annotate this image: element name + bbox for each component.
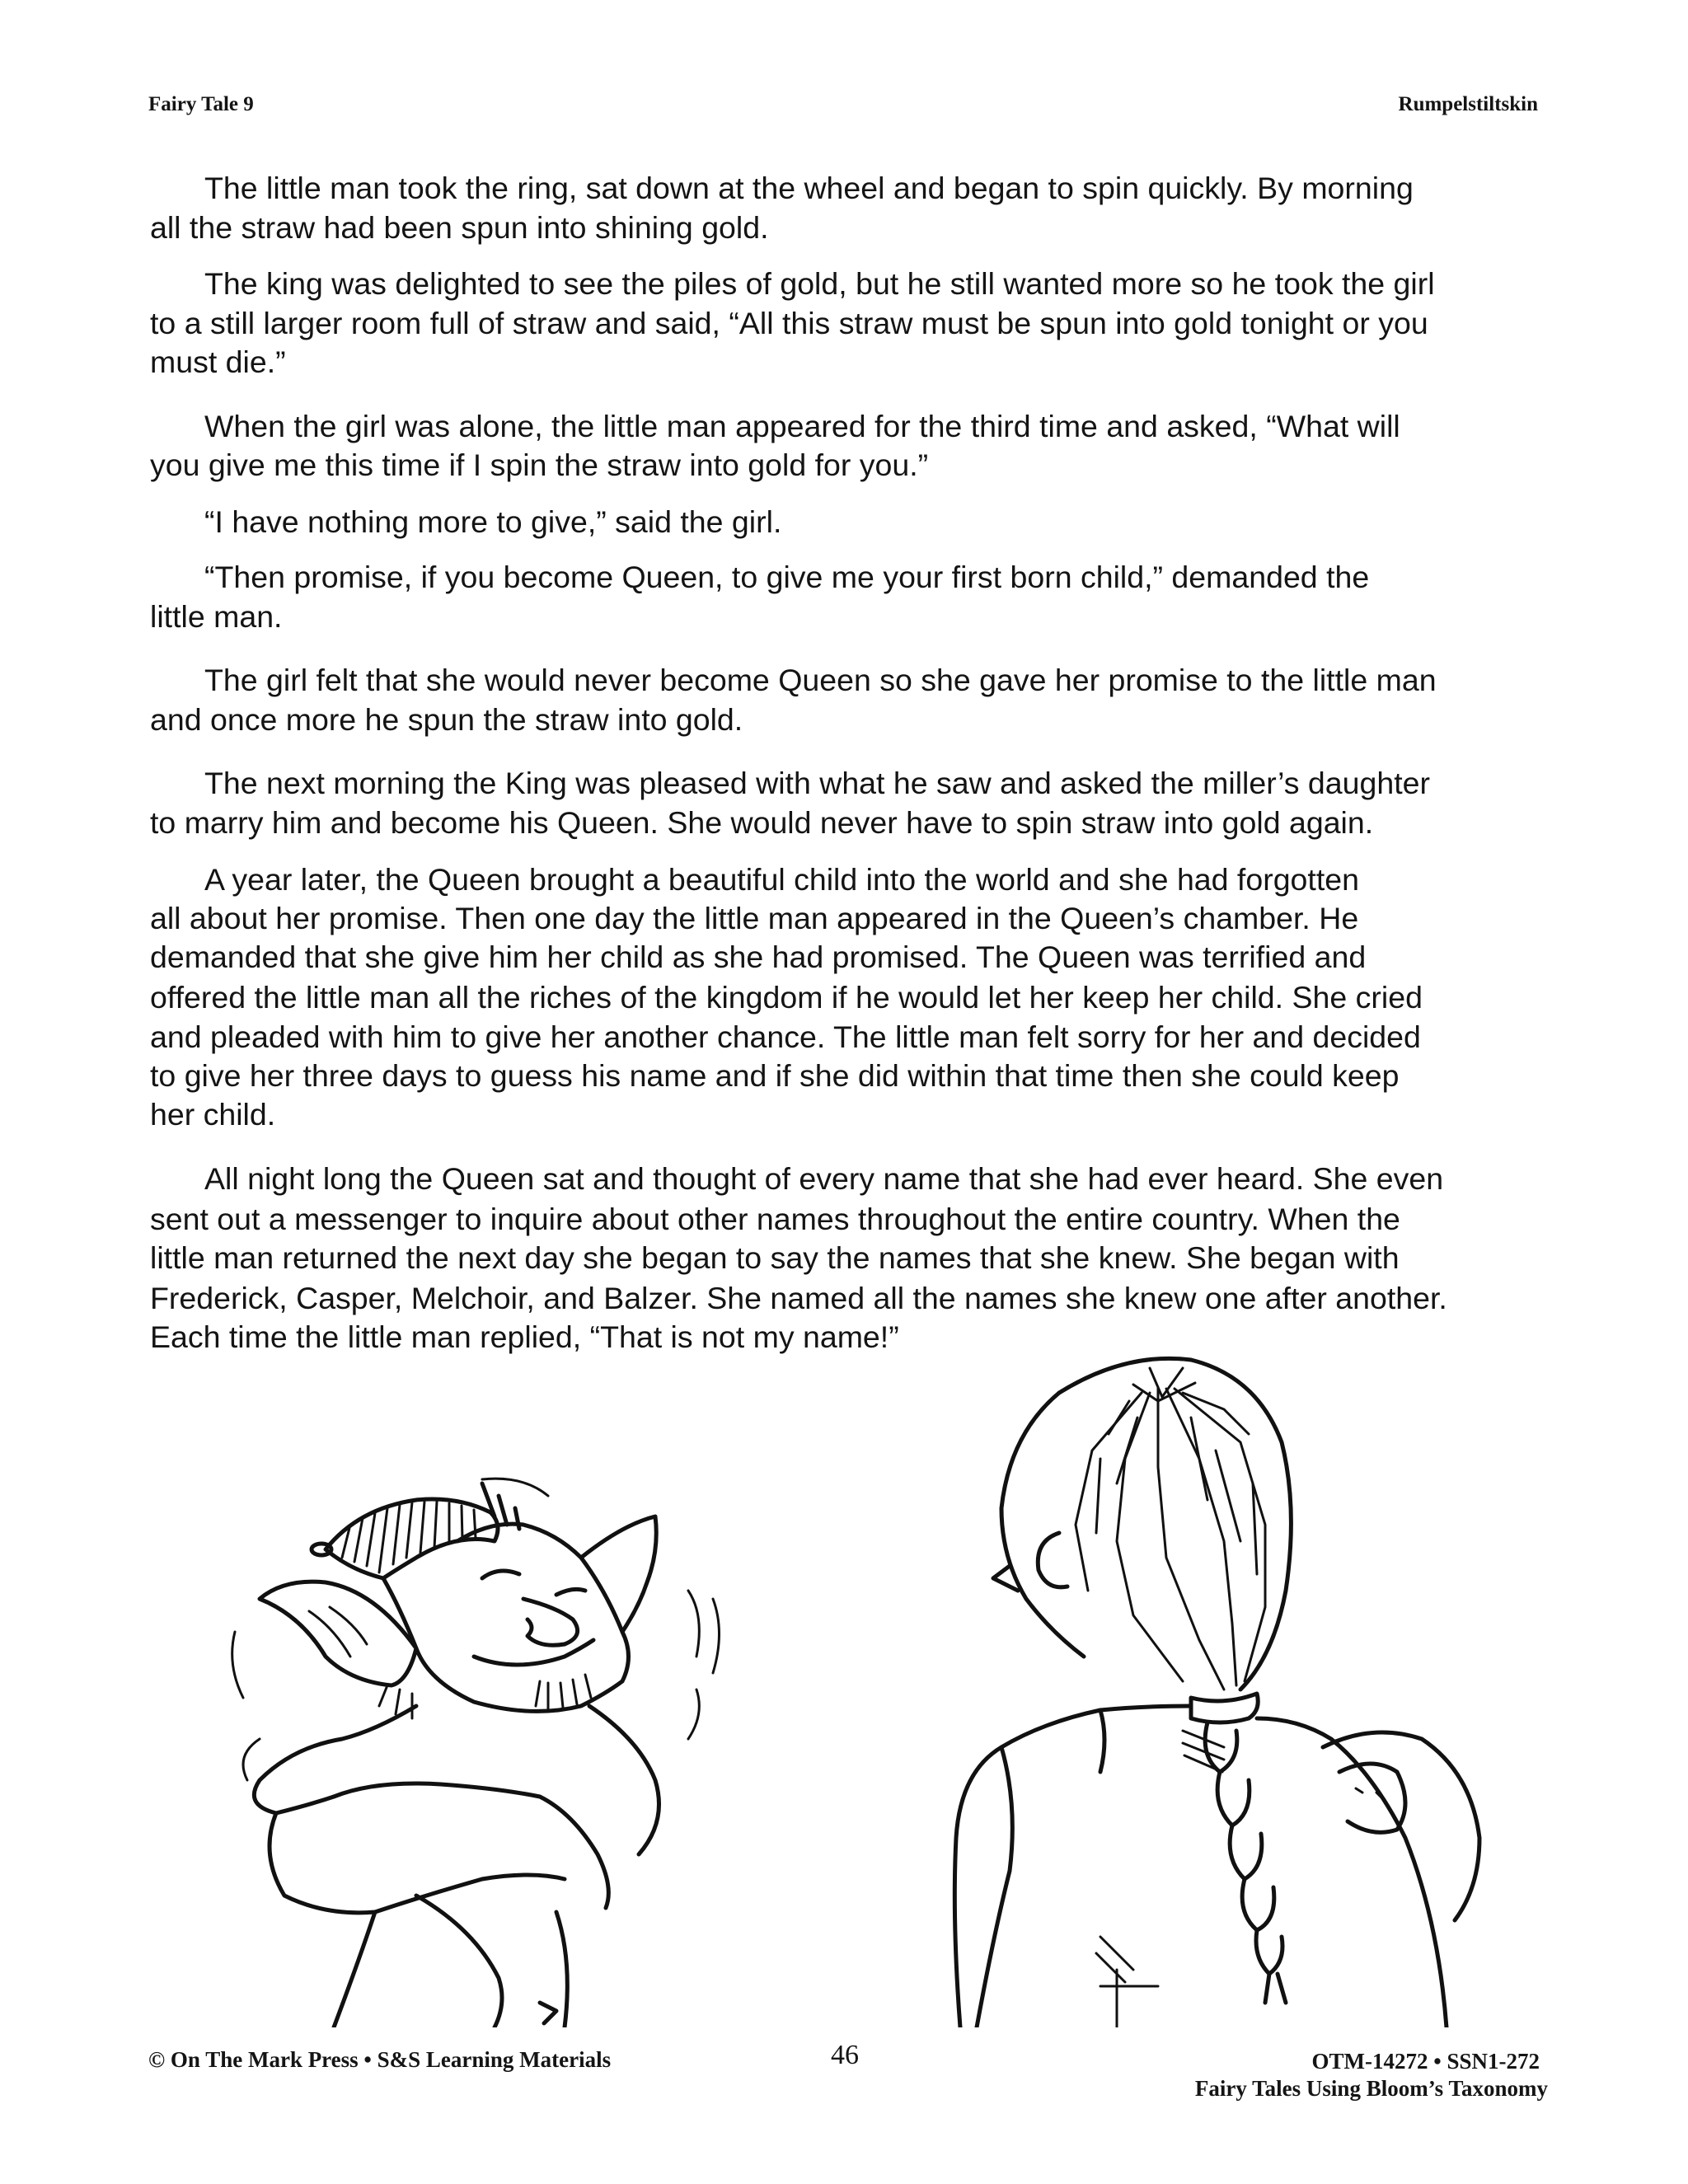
running-header-right: Rumpelstiltskin (1398, 93, 1538, 115)
paragraph-5-line-1: “Then promise, if you become Queen, to give me your first born child,” demanded the (204, 560, 1370, 594)
paragraph-9-line-4: Frederick, Casper, Melchoir, and Balzer. She named all the names she knew one after another. (150, 1281, 1447, 1315)
paragraph-8-line-1: A year later, the Queen brought a beautiful child into the world and she had forgotten (204, 862, 1359, 897)
paragraph-2-line-3: must die.” (150, 344, 286, 379)
page-number: 46 (831, 2040, 859, 2070)
paragraph-8-line-4: offered the little man all the riches of the kingdom if he would let her keep her child. She cried (150, 980, 1423, 1015)
paragraph-6-line-1: The girl felt that she would never become Queen so she gave her promise to the little man (204, 663, 1437, 697)
paragraph-9-line-3: little man returned the next day she began to say the names that she knew. She began with (150, 1240, 1400, 1275)
paragraph-4-line-1: “I have nothing more to give,” said the girl. (204, 504, 782, 539)
footer-book-title: Fairy Tales Using Bloom’s Taxonomy (1194, 2076, 1548, 2101)
paragraph-2-line-1: The king was delighted to see the piles of gold, but he still wanted more so he took the girl (204, 266, 1435, 301)
paragraph-7-line-1: The next morning the King was pleased with what he saw and asked the miller’s daughter (204, 766, 1430, 800)
paragraph-7-line-2: to marry him and become his Queen. She would never have to spin straw into gold again. (150, 805, 1374, 840)
paragraph-5-line-2: little man. (150, 599, 283, 634)
little-man-drawing (210, 1467, 787, 2027)
footer-product-code: OTM-14272 • SSN1-272 (1311, 2049, 1540, 2074)
illustration-queen (911, 1343, 1570, 2027)
queen-drawing (911, 1343, 1570, 2027)
paragraph-3-line-2: you give me this time if I spin the straw into gold for you.” (150, 448, 929, 482)
running-header-left: Fairy Tale 9 (148, 93, 254, 115)
paragraph-8-line-7: her child. (150, 1097, 276, 1132)
illustration-little-man (210, 1467, 787, 2027)
paragraph-9-line-5: Each time the little man replied, “That is not my name!” (150, 1319, 899, 1354)
paragraph-1-line-2: all the straw had been spun into shining gold. (150, 210, 769, 245)
paragraph-8-line-3: demanded that she give him her child as she had promised. The Queen was terrified and (150, 940, 1367, 974)
paragraph-3-line-1: When the girl was alone, the little man appeared for the third time and asked, “What will (204, 409, 1400, 443)
paragraph-1-line-1: The little man took the ring, sat down at the wheel and began to spin quickly. By morning (204, 171, 1414, 205)
paragraph-6-line-2: and once more he spun the straw into gold. (150, 702, 743, 737)
paragraph-8-line-5: and pleaded with him to give her another chance. The little man felt sorry for her and decided (150, 1019, 1421, 1054)
paragraph-9-line-2: sent out a messenger to inquire about other names throughout the entire country. When the (150, 1202, 1400, 1236)
paragraph-9-line-1: All night long the Queen sat and thought of every name that she had ever heard. She even (204, 1161, 1444, 1196)
footer-copyright: © On The Mark Press • S&S Learning Materials (148, 2047, 612, 2072)
paragraph-8-line-2: all about her promise. Then one day the little man appeared in the Queen’s chamber. He (150, 901, 1359, 935)
paragraph-8-line-6: to give her three days to guess his name and if she did within that time then she could keep (150, 1058, 1400, 1093)
paragraph-2-line-2: to a still larger room full of straw and said, “All this straw must be spun into gold tonight or you (150, 306, 1428, 340)
